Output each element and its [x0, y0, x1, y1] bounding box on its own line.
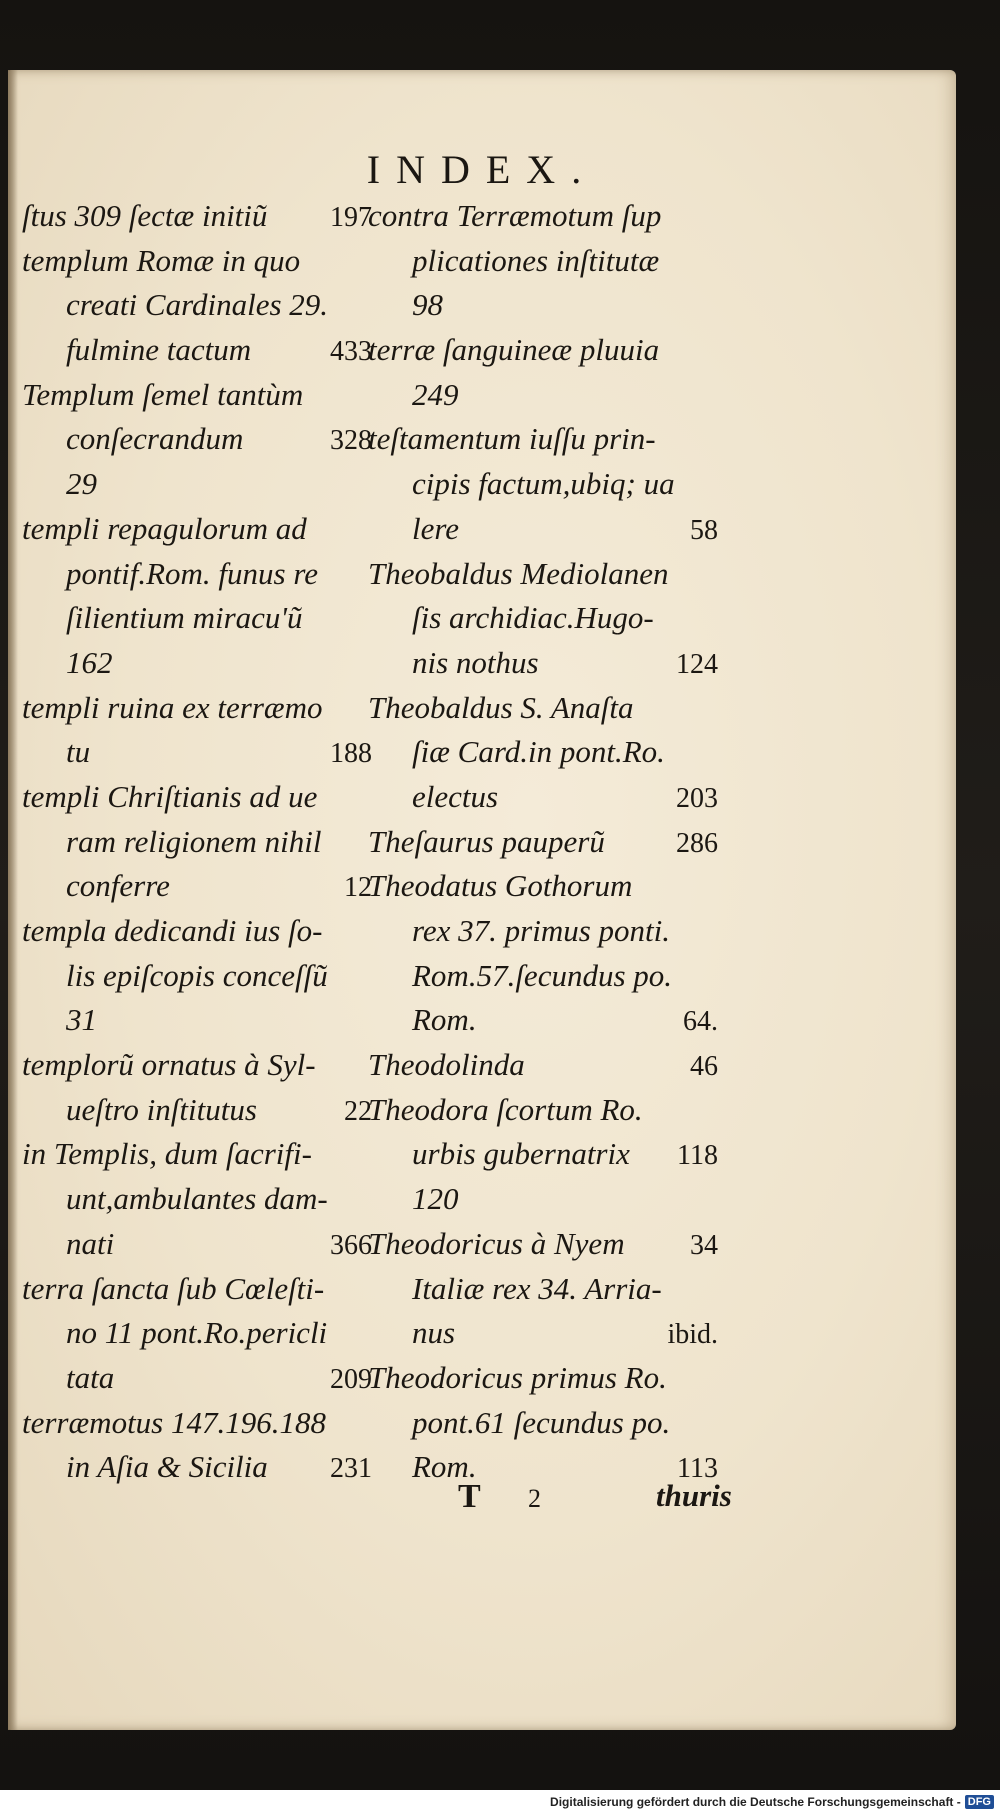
index-line: [22, 462, 372, 507]
index-entry-text: tata: [66, 1359, 115, 1395]
index-entry-text: pont.61 ſecundus po.: [412, 1404, 671, 1440]
index-entry-text: in Aſia & Sicilia: [66, 1449, 268, 1485]
index-entry-text: Theodoricus primus Ro.: [368, 1359, 667, 1395]
index-line: [368, 641, 718, 686]
index-entry-text: nis nothus: [412, 644, 539, 680]
page-header: INDEX.: [366, 147, 598, 192]
index-entry-text: terræ ſanguineæ pluuia: [368, 332, 660, 368]
index-line: [368, 864, 718, 909]
index-line: [22, 998, 372, 1043]
index-page-number: 46: [690, 1051, 718, 1083]
index-line: [22, 507, 372, 552]
index-entry-text: Theodoricus à Nyem: [368, 1225, 625, 1261]
index-entry-text: ſis archidiac.Hugo-: [412, 600, 654, 636]
index-line: [368, 1132, 718, 1177]
index-entry-text: fulmine tactum: [66, 332, 252, 368]
index-line: [368, 552, 718, 597]
index-line: [22, 373, 372, 418]
index-column-left: [22, 194, 372, 1490]
index-entry-text: plicationes inſtitutæ: [412, 242, 660, 278]
index-line: [22, 283, 372, 328]
index-page-number: 113: [677, 1453, 718, 1485]
index-entry-text: ueſtro inſtitutus: [66, 1091, 257, 1127]
index-entry-text: Italiæ rex 34. Arria-: [412, 1270, 662, 1306]
index-entry-text: 162: [66, 644, 113, 680]
index-entry-text: urbis gubernatrix: [412, 1136, 630, 1172]
index-line: [368, 373, 718, 418]
index-entry-text: conferre: [66, 868, 170, 904]
index-entry-text: templorũ ornatus à Syl-: [22, 1047, 316, 1083]
index-page-number: 433: [330, 336, 372, 368]
index-entry-text: tu: [66, 734, 91, 770]
index-line: [22, 1177, 372, 1222]
index-page-number: 231: [330, 1453, 372, 1485]
index-entry-text: nus: [412, 1315, 456, 1351]
index-line: [22, 1356, 372, 1401]
index-entry-text: 98: [412, 287, 443, 323]
index-line: [368, 909, 718, 954]
index-page-number: 34: [690, 1229, 718, 1261]
index-entry-text: conſecrandum: [66, 421, 244, 457]
index-entry-text: Rom.: [412, 1002, 477, 1038]
index-line: [22, 596, 372, 641]
index-line: [368, 775, 718, 820]
index-line: [368, 1267, 718, 1312]
index-line: [368, 194, 718, 239]
index-line: [22, 954, 372, 999]
index-page-number: 22: [344, 1095, 372, 1127]
index-page-number: 209: [330, 1363, 372, 1395]
index-line: [22, 641, 372, 686]
index-entry-text: templum Romæ in quo: [22, 242, 301, 278]
index-line: [22, 239, 372, 284]
index-line: [22, 1311, 372, 1356]
index-page-number: 64.: [683, 1006, 718, 1038]
signature-mark: T: [458, 1478, 481, 1515]
index-line: [368, 686, 718, 731]
index-line: [22, 730, 372, 775]
index-entry-text: ſiæ Card.in pont.Ro.: [412, 734, 665, 770]
index-line: [22, 1043, 372, 1088]
index-page-number: 286: [676, 827, 718, 859]
index-entry-text: cipis factum,ubiq; ua: [412, 466, 675, 502]
index-entry-text: 29: [66, 466, 97, 502]
book-page: [8, 70, 956, 1730]
index-entry-text: Theodolinda: [368, 1047, 525, 1083]
index-entry-text: 249: [412, 376, 459, 412]
index-line: [368, 328, 718, 373]
index-entry-text: templa dedicandi ius ſo-: [22, 913, 323, 948]
index-page-number: 366: [330, 1229, 372, 1261]
index-entry-text: teſtamentum iuſſu prin-: [368, 421, 656, 457]
index-line: [368, 283, 718, 328]
index-entry-text: templi repagulorum ad: [22, 510, 307, 546]
index-page-number: 203: [676, 782, 718, 814]
index-entry-text: contra Terræmotum ſup: [368, 198, 662, 233]
index-line: [22, 909, 372, 954]
index-line: [368, 417, 718, 462]
index-line: [22, 1088, 372, 1133]
index-page-number: 124: [676, 648, 718, 680]
index-line: [22, 775, 372, 820]
index-line: [368, 954, 718, 999]
index-line: [368, 730, 718, 775]
index-entry-text: Theobaldus S. Anaſta: [368, 689, 634, 725]
index-page-number: 118: [677, 1140, 718, 1172]
digitization-credit-text: Digitalisierung gefördert durch die Deutsche Forschungsgemeinschaft -: [550, 1795, 961, 1809]
index-entry-text: Theſaurus pauperũ: [368, 823, 605, 859]
index-entry-text: no 11 pont.Ro.pericli: [66, 1315, 328, 1351]
index-line: [368, 462, 718, 507]
index-entry-text: 120: [412, 1181, 459, 1217]
index-entry-text: templi Chriſtianis ad ue: [22, 778, 318, 814]
index-entry-text: in Templis, dum ſacrifi-: [22, 1136, 312, 1172]
digitization-credit-bar: [0, 1790, 1000, 1814]
index-column-right: [368, 194, 718, 1490]
index-entry-text: nati: [66, 1225, 115, 1261]
index-line: [368, 1088, 718, 1133]
index-entry-text: Templum ſemel tantùm: [22, 376, 304, 412]
index-entry-text: templi ruina ex terræmo: [22, 689, 323, 725]
index-entry-text: ſtus 309 ſectæ initiũ: [22, 198, 268, 233]
index-line: [368, 998, 718, 1043]
index-line: [22, 1222, 372, 1267]
index-line: [22, 864, 372, 909]
page-footer: [8, 1478, 956, 1528]
index-page-number: 12: [344, 872, 372, 904]
index-line: [368, 1356, 718, 1401]
index-entry-text: terra ſancta ſub Cœleſti-: [22, 1270, 325, 1306]
index-entry-text: ram religionem nihil: [66, 823, 322, 859]
index-line: [22, 328, 372, 373]
index-entry-text: ſilientium miracu'ũ: [66, 600, 303, 636]
signature-number: 2: [528, 1484, 541, 1513]
index-page-number: 328: [330, 425, 372, 457]
index-entry-text: creati Cardinales 29.: [66, 287, 329, 323]
index-line: [22, 552, 372, 597]
index-line: [368, 820, 718, 865]
index-line: [22, 820, 372, 865]
index-entry-text: terræmotus 147.196.188: [22, 1404, 326, 1440]
index-page-number: ibid.: [667, 1319, 718, 1351]
index-line: [368, 596, 718, 641]
index-entry-text: lere: [412, 510, 460, 546]
index-entry-text: electus: [412, 778, 499, 814]
index-line: [368, 1177, 718, 1222]
index-line: [22, 194, 372, 239]
index-entry-text: lis epiſcopis conceſſũ: [66, 957, 328, 993]
index-line: [22, 1132, 372, 1177]
index-line: [368, 1311, 718, 1356]
index-line: [368, 1401, 718, 1446]
index-entry-text: Rom.57.ſecundus po.: [412, 957, 673, 993]
index-line: [22, 1401, 372, 1446]
index-line: [22, 1267, 372, 1312]
index-page-number: 197: [330, 202, 372, 233]
index-line: [368, 239, 718, 284]
index-page-number: 188: [330, 738, 372, 770]
index-entry-text: Theodora ſcortum Ro.: [368, 1091, 643, 1127]
index-entry-text: Theobaldus Mediolanen: [368, 555, 669, 591]
dfg-logo: DFG: [965, 1795, 994, 1809]
index-line: [368, 507, 718, 552]
index-entry-text: rex 37. primus ponti.: [412, 913, 671, 948]
index-entry-text: pontif.Rom. funus re: [66, 555, 319, 591]
catchword: thuris: [656, 1478, 732, 1513]
index-line: [368, 1222, 718, 1267]
index-entry-text: Rom.: [412, 1449, 477, 1485]
index-entry-text: Theodatus Gothorum: [368, 868, 633, 904]
index-line: [22, 417, 372, 462]
index-page-number: 58: [690, 514, 718, 546]
index-line: [368, 1043, 718, 1088]
index-entry-text: unt,ambulantes dam-: [66, 1181, 328, 1217]
index-entry-text: 31: [66, 1002, 97, 1038]
index-line: [22, 686, 372, 731]
